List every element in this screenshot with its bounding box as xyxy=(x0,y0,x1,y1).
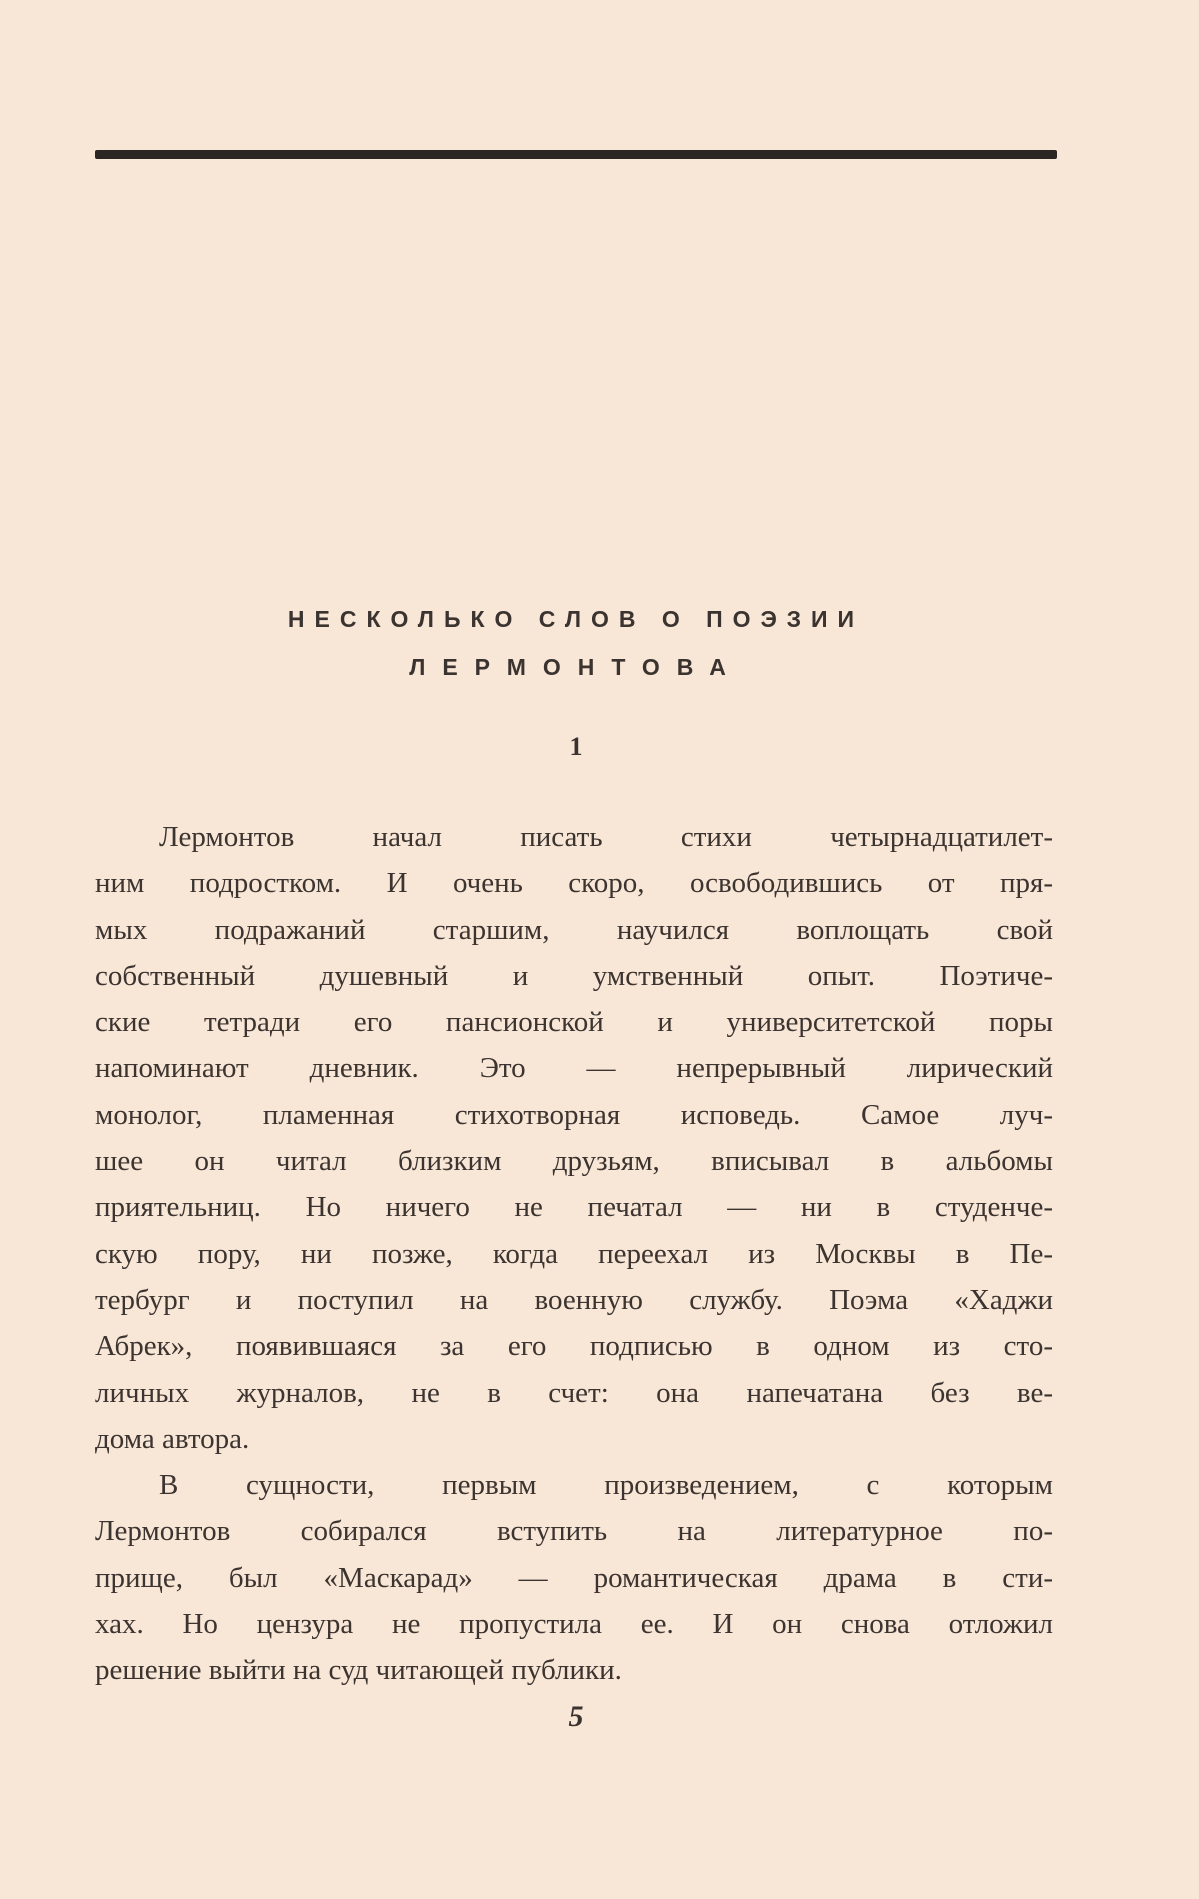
top-rule xyxy=(95,150,1057,159)
text-line: Лермонтов собирался вступить на литературное по- xyxy=(95,1515,1053,1548)
text-line: хах. Но цензура не пропустила ее. И он снова отложил xyxy=(95,1608,1053,1641)
text-line: шее он читал близким друзьям, вписывал в альбомы xyxy=(95,1145,1053,1178)
text-line: мых подражаний старшим, научился воплощать свой xyxy=(95,913,1053,946)
text-line: монолог, пламенная стихотворная исповедь. Самое луч- xyxy=(95,1098,1053,1131)
body-text xyxy=(95,814,1053,1694)
text-line: ним подростком. И очень скоро, освободившись от пря- xyxy=(95,867,1053,900)
page-number: 5 xyxy=(568,1700,584,1733)
text-line: Абрек», появившаяся за его подписью в одном из сто- xyxy=(95,1330,1053,1363)
text-line: ские тетради его пансионской и университетской поры xyxy=(95,1006,1053,1039)
text-line: Лермонтов начал писать стихи четырнадцатилет- xyxy=(159,821,1053,853)
text-line: тербург и поступил на военную службу. Поэма «Хаджи xyxy=(95,1283,1053,1316)
text-line: приятельниц. Но ничего не печатал — ни в студенче- xyxy=(95,1191,1053,1224)
text-line: напоминают дневник. Это — непрерывный лирический xyxy=(95,1052,1053,1085)
text-line: личных журналов, не в счет: она напечатана без ве- xyxy=(95,1376,1053,1409)
text-line: скую пору, ни позже, когда переехал из Москвы в Пе- xyxy=(95,1237,1053,1270)
chapter-title-line-1: НЕСКОЛЬКО СЛОВ О ПОЭЗИИ xyxy=(287,606,865,632)
text-line: дома автора. xyxy=(95,1422,250,1455)
text-line: В сущности, первым произведением, с которым xyxy=(159,1469,1053,1502)
text-line: прище, был «Маскарад» — романтическая драма в сти- xyxy=(95,1561,1053,1594)
section-number: 1 xyxy=(569,732,583,761)
text-line: решение выйти на суд читающей публики. xyxy=(95,1654,622,1687)
chapter-title-line-2: ЛЕРМОНТОВА xyxy=(409,654,743,680)
text-line: собственный душевный и умственный опыт. Поэтиче- xyxy=(95,959,1053,992)
